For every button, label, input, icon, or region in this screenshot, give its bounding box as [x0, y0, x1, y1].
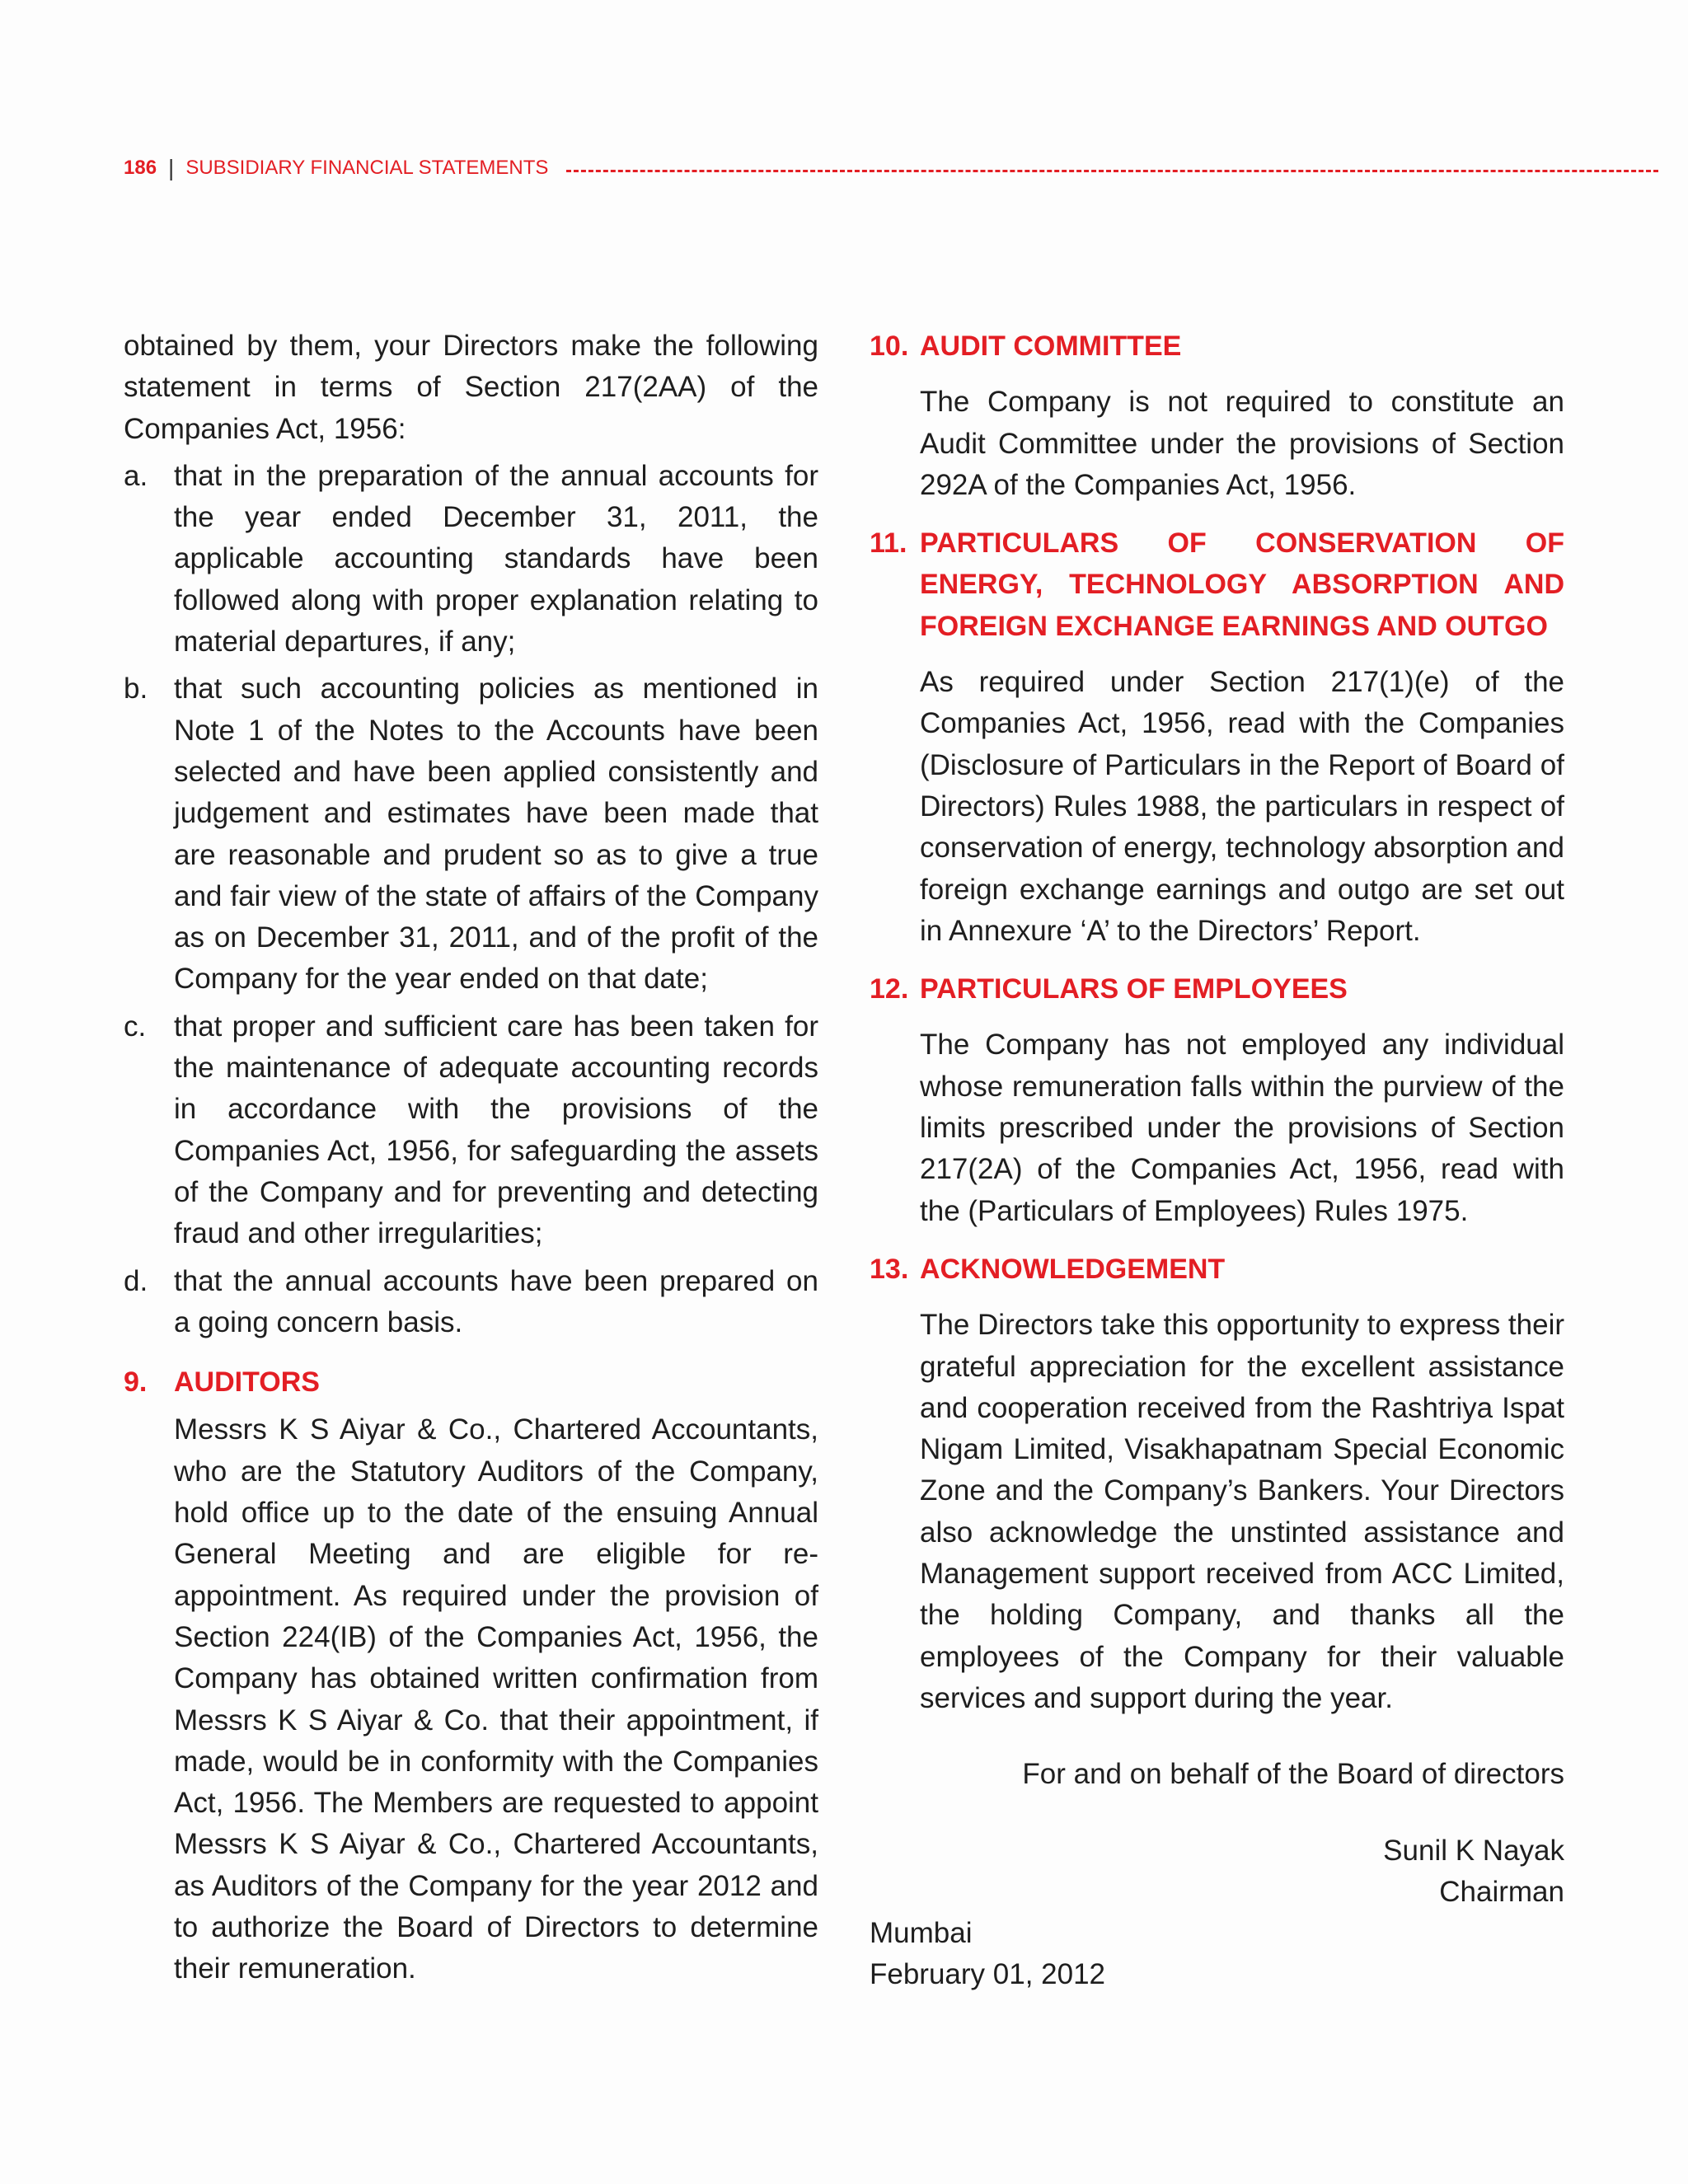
section-number: 10.	[870, 330, 909, 362]
section-number: 11.	[870, 527, 907, 560]
section-acknowledgement	[870, 1249, 1564, 1719]
section-body: As required under Section 217(1)(e) of the Companies Act, 1956, read with the Companies (Disclosure of Particulars in the Report of Board of Directors) Rules 1988, the particulars in respect of conservation of energy, technology absorption and foreign exchange earnings and outgo are set out in Annexure ‘A’ to the Directors’ Report.	[920, 666, 1564, 947]
signoff-date: February 01, 2012	[870, 1958, 1106, 1991]
list-item-a	[124, 456, 818, 663]
section-heading-row	[870, 326, 1564, 367]
section-body: The Company has not employed any individual whose remuneration falls within the purview of the limits prescribed under the provisions of Section 217(2A) of the Companies Act, 1956, read with the (Particulars of Employees) Rules 1975.	[920, 1029, 1564, 1227]
signoff-place: Mumbai	[870, 1917, 973, 1950]
signatory-designation: Chairman	[1439, 1875, 1564, 1908]
section-heading: PARTICULARS OF EMPLOYEES	[920, 973, 1348, 1005]
section-heading-row	[870, 968, 1564, 1010]
right-column	[870, 326, 1564, 1996]
section-conservation-of-energy	[870, 523, 1564, 952]
section-particulars-of-employees	[870, 968, 1564, 1232]
list-item-text: that the annual accounts have been prepared on a going concern basis.	[174, 1264, 818, 1338]
section-heading: AUDIT COMMITTEE	[920, 330, 1182, 362]
section-audit-committee	[870, 326, 1564, 506]
auditors-body: Messrs K S Aiyar & Co., Chartered Accountants, who are the Statutory Auditors of the Company, hold office up to the date of the ensuing Annual General Meeting and are eligible for re-appointment. As required under the provision of Section 224(IB) of the Companies Act, 1956, the Company has obtained written confirmation from Messrs K S Aiyar & Co. that their appointment, if made, would be in conformity with the Companies Act, 1956. The Members are requested to appoint Messrs K S Aiyar & Co., Chartered Accountants, as Auditors of the Company for the year 2012 and to authorize the Board of Directors to determine their remuneration.	[174, 1413, 818, 1985]
signoff-on-behalf: For and on behalf of the Board of directors	[1022, 1758, 1564, 1791]
section-heading: PARTICULARS OF CONSERVATION OF ENERGY, TECHNOLOGY ABSORPTION AND FOREIGN EXCHANGE EARNINGS AND OUTGO	[920, 527, 1564, 642]
intro-paragraph: obtained by them, your Directors make the following statement in terms of Section 217(2AA) of the Companies Act, 1956:	[124, 330, 818, 445]
header-separator: |	[168, 155, 175, 180]
list-marker: c.	[124, 1010, 147, 1043]
section-number: 13.	[870, 1253, 909, 1285]
list-marker: d.	[124, 1264, 148, 1297]
list-marker: b.	[124, 673, 148, 705]
left-column	[124, 326, 818, 1990]
auditors-heading	[124, 1361, 818, 1403]
section-heading: AUDITORS	[174, 1366, 320, 1399]
list-item-c	[124, 1006, 818, 1255]
page-number: 186	[124, 157, 157, 179]
section-number: 9.	[124, 1366, 148, 1399]
page-header	[124, 155, 1658, 181]
section-number: 12.	[870, 973, 909, 1005]
list-item-b	[124, 668, 818, 1000]
header-dashed-rule	[566, 170, 1658, 172]
list-item-text: that in the preparation of the annual accounts for the year ended December 31, 2011, the applicable accounting standards have been followed along with proper explanation relating to material departures, if any;	[174, 459, 818, 658]
list-item-text: that such accounting policies as mentioned in Note 1 of the Notes to the Accounts have been selected and have been applied consistently and judgement and estimates have been made that are reasonable and prudent so as to give a true and fair view of the state of affairs of the Company as on December 31, 2011, and of the profit of the Company for the year ended on that date;	[174, 673, 818, 996]
section-heading-row	[870, 523, 1564, 647]
list-item-text: that proper and sufficient care has been taken for the maintenance of adequate accounting records in accordance with the provisions of the Companies Act, 1956, for safeguarding the assets of the Company and for preventing and detecting fraud and other irregularities;	[174, 1010, 818, 1250]
list-item-d	[124, 1261, 818, 1344]
section-body: The Company is not required to constitute an Audit Committee under the provisions of Section 292A of the Companies Act, 1956.	[920, 386, 1564, 501]
list-marker: a.	[124, 459, 148, 492]
section-body: The Directors take this opportunity to express their grateful appreciation for the excellent assistance and cooperation received from the Rashtriya Ispat Nigam Limited, Visakhapatnam Special Economic Zone and the Company’s Bankers. Your Directors also acknowledge the unstinted assistance and Management support received from ACC Limited, the holding Company, and thanks all the employees of the Company for their valuable services and support during the year.	[920, 1309, 1565, 1714]
section-heading: ACKNOWLEDGEMENT	[920, 1253, 1226, 1285]
signatory-name: Sunil K Nayak	[1383, 1834, 1564, 1867]
section-title: SUBSIDIARY FINANCIAL STATEMENTS	[185, 157, 549, 179]
section-heading-row	[870, 1249, 1564, 1290]
